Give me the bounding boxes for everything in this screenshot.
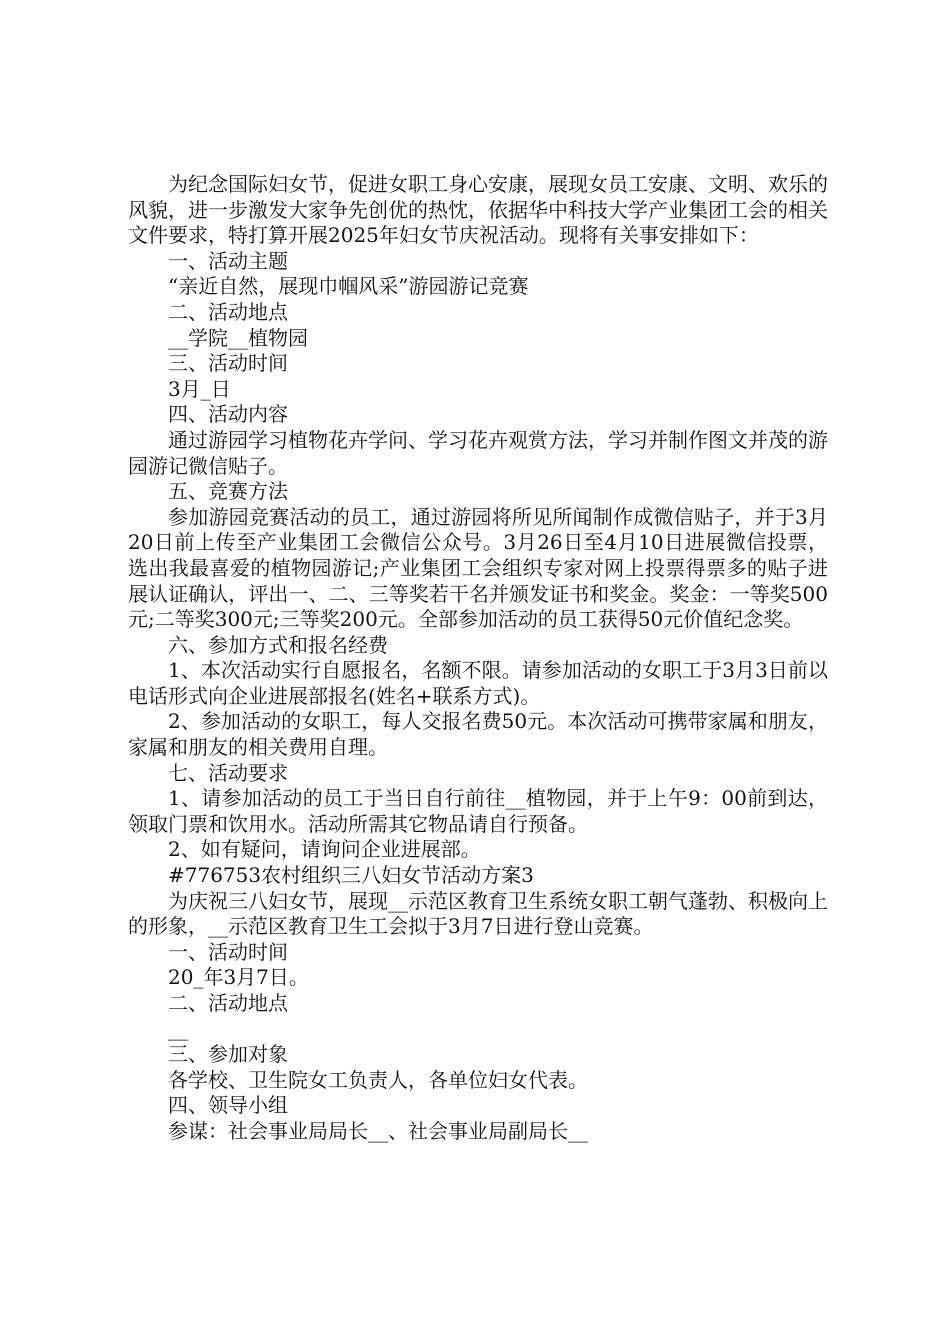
activity-theme: “亲近自然，展现巾帼风采”游园游记竞赛 bbox=[168, 274, 529, 299]
plan-3-participants: 各学校、卫生院女工负责人，各单位妇女代表。 bbox=[168, 1067, 588, 1092]
activity-content: 通过游园学习植物花卉学问、学习花卉观赏方法，学习并制作图文并茂的游园游记微信贴子。 bbox=[128, 427, 828, 478]
requirement-item-2: 2、如有疑问，请询问企业进展部。 bbox=[168, 837, 481, 862]
intro-paragraph: 为纪念国际妇女节，促进女职工身心安康，展现女员工安康、文明、欢乐的风貌，进一步激发大家争先创优的热忱，依据华中科技大学产业集团工会的相关文件要求，特打算开展2025年妇女节庆祝活动。现将有关事安排如下： bbox=[128, 172, 828, 248]
heading-activity-requirements: 七、活动要求 bbox=[168, 760, 288, 785]
plan-3-heading-participants: 三、参加对象 bbox=[168, 1042, 288, 1067]
plan-3-title: #776753农村组织三八妇女节活动方案3 bbox=[168, 863, 534, 888]
registration-item-2: 2、参加活动的女职工，每人交报名费50元。本次活动可携带家属和朋友，家属和朋友的相关费用自理。 bbox=[128, 709, 828, 760]
heading-activity-theme: 一、活动主题 bbox=[168, 248, 288, 273]
plan-3-leadership: 参谋：社会事业局局长__、社会事业局副局长__ bbox=[168, 1118, 588, 1143]
heading-competition-method: 五、竞赛方法 bbox=[168, 479, 288, 504]
heading-activity-content: 四、活动内容 bbox=[168, 402, 288, 427]
activity-time: 3月_日 bbox=[168, 376, 231, 401]
plan-3-heading-time: 一、活动时间 bbox=[168, 939, 288, 964]
heading-activity-time: 三、活动时间 bbox=[168, 351, 288, 376]
plan-3-intro: 为庆祝三八妇女节，展现__示范区教育卫生系统女职工朝气蓬勃、积极向上的形象，__示范区教育卫生工会拟于3月7日进行登山竞赛。 bbox=[128, 888, 828, 939]
plan-3-location: __ bbox=[168, 1016, 188, 1041]
competition-method: 参加游园竞赛活动的员工，通过游园将所见所闻制作成微信贴子，并于3月20日前上传至产业集团工会微信公众号。3月26日至4月10日进展微信投票，选出我最喜爱的植物园游记;产业集团工会组织专家对网上投票得票多的贴子进展认证确认，评出一、二、三等奖若干名并颁发证书和奖金。奖金：一等奖500元;二等奖300元;三等奖200元。全部参加活动的员工获得50元价值纪念奖。 bbox=[128, 504, 828, 632]
registration-item-1: 1、本次活动实行自愿报名，名额不限。请参加活动的女职工于3月3日前以电话形式向企业进展部报名(姓名+联系方式)。 bbox=[128, 658, 828, 708]
document-body bbox=[128, 172, 828, 1145]
heading-registration: 六、参加方式和报名经费 bbox=[168, 632, 388, 657]
plan-3-heading-location: 二、活动地点 bbox=[168, 991, 288, 1015]
activity-location: __学院__植物园 bbox=[168, 325, 308, 350]
plan-3-heading-leadership: 四、领导小组 bbox=[168, 1093, 288, 1118]
requirement-item-1: 1、请参加活动的员工于当日自行前往__植物园，并于上午9：00前到达，领取门票和饮用水。活动所需其它物品请自行预备。 bbox=[128, 786, 828, 836]
heading-activity-location: 二、活动地点 bbox=[168, 299, 288, 324]
plan-3-time: 20_年3月7日。 bbox=[168, 965, 309, 990]
